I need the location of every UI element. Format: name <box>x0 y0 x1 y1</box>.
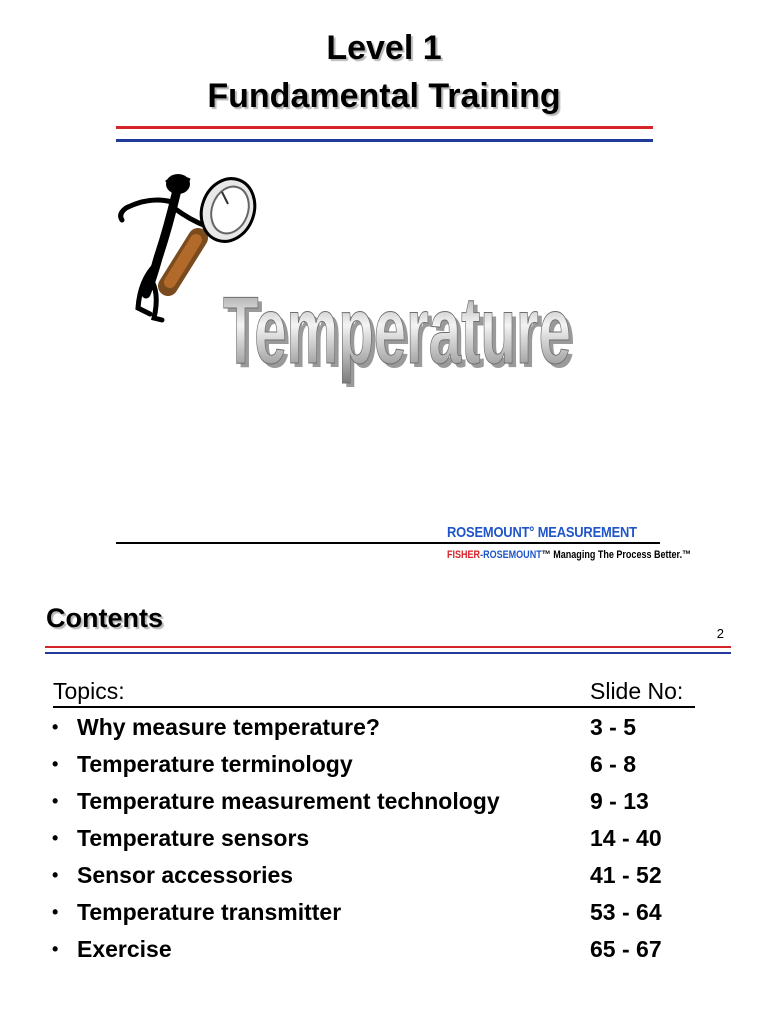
temperature-wordart <box>215 284 585 394</box>
red-divider <box>45 646 731 648</box>
bullet: • <box>52 939 59 959</box>
topic-slide-range: 53 - 64 <box>590 899 662 925</box>
topic-label: Why measure temperature? <box>77 714 380 740</box>
topics-table-header <box>53 678 695 708</box>
contents-title: Contents <box>46 603 163 633</box>
topic-label: Sensor accessories <box>77 862 294 888</box>
title-fundamental-training: Fundamental Training <box>207 77 561 115</box>
footer-divider <box>116 542 660 544</box>
bullet: • <box>52 717 59 737</box>
topic-label: Exercise <box>77 936 172 962</box>
topic-slide-range: 14 - 40 <box>590 825 662 851</box>
blue-divider <box>116 139 653 142</box>
topic-row <box>52 934 712 971</box>
bullet: • <box>52 865 59 885</box>
topic-row <box>52 823 712 860</box>
red-divider <box>116 126 653 129</box>
title-level: Level 1 <box>326 29 442 67</box>
slide-number: 2 <box>716 626 724 641</box>
topics-column-header: Topics: <box>53 678 125 704</box>
rosemount-measurement-logo: ROSEMOUNT° MEASUREMENT <box>447 524 637 541</box>
topic-slide-range: 65 - 67 <box>590 936 662 962</box>
tagline-text: ™ Managing The Process Better.™ <box>541 549 692 561</box>
topic-label: Temperature terminology <box>77 751 353 777</box>
bullet: • <box>52 791 59 811</box>
topic-slide-range: 6 - 8 <box>590 751 637 777</box>
contents-slide <box>0 580 768 1024</box>
bullet: • <box>52 828 59 848</box>
bullet: • <box>52 754 59 774</box>
topic-slide-range: 3 - 5 <box>590 714 637 740</box>
topic-row <box>52 712 712 749</box>
slide-no-column-header: Slide No: <box>590 678 684 704</box>
bullet: • <box>52 902 59 922</box>
topic-row <box>52 786 712 823</box>
temperature-wordart-shadow: Temperature <box>227 284 575 388</box>
topic-row <box>52 897 712 934</box>
topic-slide-range: 41 - 52 <box>590 862 662 888</box>
temperature-wordart-text: Temperature <box>223 284 571 384</box>
blue-divider <box>45 652 731 654</box>
topic-label: Temperature measurement technology <box>77 788 500 814</box>
topic-row <box>52 749 712 786</box>
topic-label: Temperature sensors <box>77 825 310 851</box>
topic-slide-range: 9 - 13 <box>590 788 649 814</box>
topic-list <box>52 712 712 971</box>
fisher-logo-text: FISHER <box>447 549 481 561</box>
fisher-rosemount-tagline <box>447 549 691 562</box>
topic-row <box>52 860 712 897</box>
topic-label: Temperature transmitter <box>77 899 342 925</box>
rosemount-logo-text: -ROSEMOUNT <box>480 549 542 561</box>
